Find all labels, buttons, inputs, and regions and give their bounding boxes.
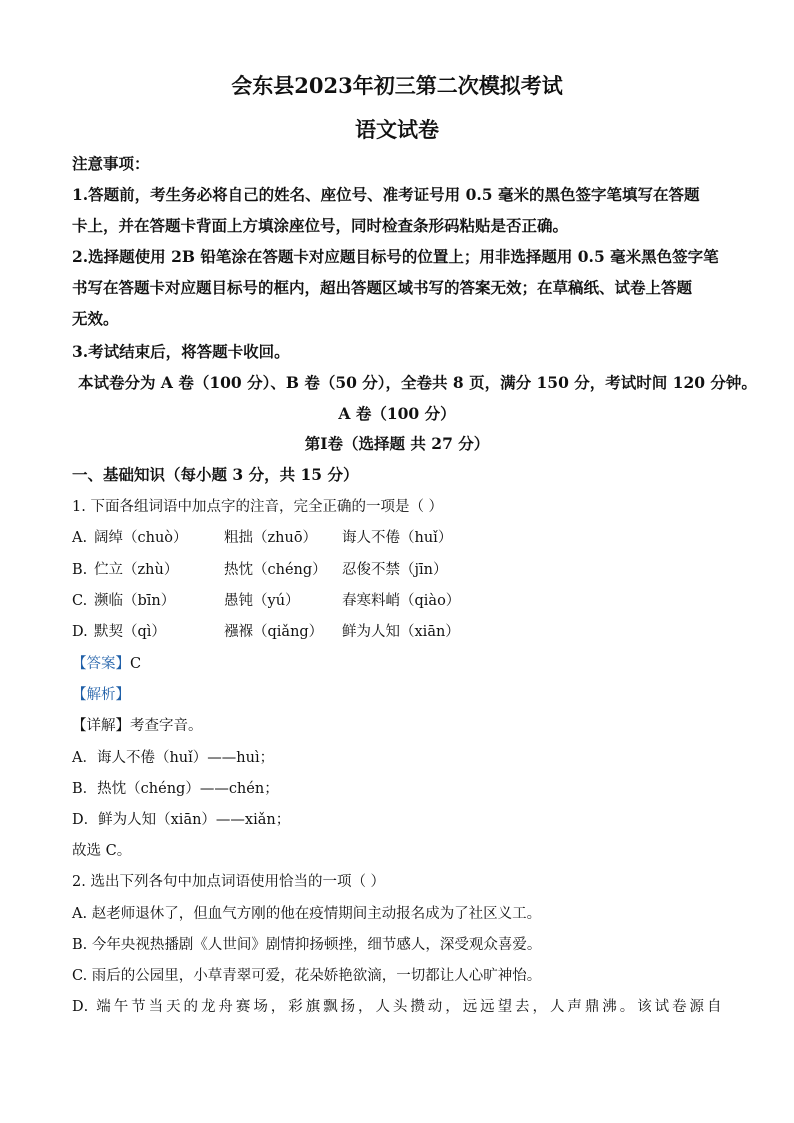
note-item-1-line-1: 1.答题前，考生务必将自己的姓名、座位号、准考证号用 0.5 毫米的黑色签字笔填写在答题 [72,185,700,204]
note-item-2-line-3: 无效。 [72,309,119,328]
option-label: D. [72,624,88,640]
analysis-tag: 【解析】 [72,687,130,703]
option-word: 春寒料峭（qiào） [342,593,461,609]
answer-value: C [130,656,142,672]
correction-a: A．诲人不倦（huǐ）——huì； [72,750,275,766]
exam-title: 会东县2023年初三第二次模拟考试 [231,73,563,98]
question-1-conclusion: 故选 C。 [72,843,132,859]
correction-b: B．热忱（chéng）——chén； [72,781,279,797]
question-1-answer [72,652,722,673]
exam-subtitle: 语文试卷 [355,117,439,142]
answer-tag: 【答案】 [72,656,130,672]
question-2-option-a: A. 赵老师退休了，但血气方刚的他在疫情期间主动报名成为了社区义工。 [72,906,542,922]
notes-heading: 注意事项： [72,154,150,173]
option-label: B. [72,562,88,578]
question-1-option-c [72,589,460,610]
correction-d: D．鲜为人知（xiān）——xiǎn； [72,812,291,828]
question-1-stem: 1. 下面各组词语中加点字的注音，完全正确的一项是（ ） [72,499,444,515]
option-word: 诲人不倦（huǐ） [342,530,453,546]
option-word: 热忱（chéng） [224,562,327,578]
question-2-option-b: B. 今年央视热播剧《人世间》剧情抑扬顿挫，细节感人，深受观众喜爱。 [72,937,542,953]
option-word: 鲜为人知（xiān） [342,624,460,640]
option-word: 愚钝（yú） [224,593,300,609]
question-2-option-c: C. 雨后的公园里，小草青翠可爱，花朵娇艳欲滴，一切都让人心旷神怡。 [72,968,542,984]
detail-tag: 【详解】 [72,718,130,734]
option-word: 默契（qì） [94,624,166,640]
question-1-detail [72,714,722,735]
part-1-title: 第Ⅰ卷（选择题 共 27 分） [304,434,490,453]
option-word: 粗拙（zhuō） [224,530,318,546]
note-item-2-line-1: 2.选择题使用 2B 铅笔涂在答题卡对应题目标号的位置上；用非选择题用 0.5 毫米黑色签字笔 [72,247,719,266]
note-item-3: 3.考试结束后，将答题卡收回。 [72,342,290,361]
volume-a-title: A 卷（100 分） [338,404,456,423]
question-1-option-b [72,558,447,579]
question-1-option-d [72,620,460,641]
option-word: 阔绰（chuò） [94,530,188,546]
option-label: A. [72,530,88,546]
option-word: 伫立（zhù） [94,562,179,578]
option-label: C. [72,593,88,609]
option-word: 濒临（bīn） [94,593,176,609]
exam-summary: 本试卷分为 A 卷（100 分）、B 卷（50 分），全卷共 8 页，满分 150 分，考试时间 120 分钟。 [78,373,757,392]
option-word: 忍俊不禁（jīn） [342,562,448,578]
question-2-stem: 2. 选出下列各句中加点词语使用恰当的一项（ ） [72,874,386,890]
section-1-title: 一、基础知识（每小题 3 分，共 15 分） [72,465,359,484]
detail-text: 考查字音。 [130,718,203,734]
note-item-2-line-2: 书写在答题卡对应题目标号的框内，超出答题区域书写的答案无效；在草稿纸、试卷上答题 [72,278,693,297]
question-2-option-d: D. 端午节当天的龙舟赛场，彩旗飘扬，人头攒动，远远望去，人声鼎沸。该试卷源自 [72,999,722,1015]
question-1-option-a [72,526,452,547]
note-item-1-line-2: 卡上，并在答题卡背面上方填涂座位号，同时检查条形码粘贴是否正确。 [72,216,569,235]
option-word: 襁褓（qiǎng） [224,624,324,640]
